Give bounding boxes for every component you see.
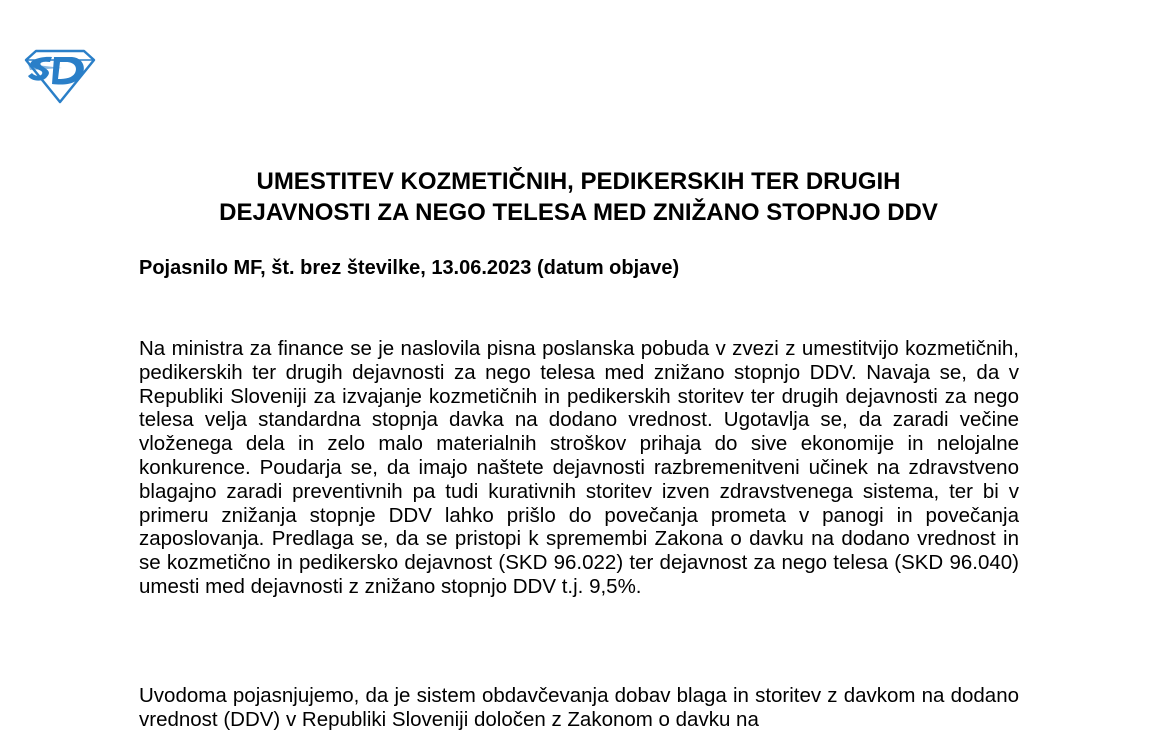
body-paragraph: Uvodoma pojasnjujemo, da je sistem obdavčevanja dobav blaga in storitev z davkom na dodano vrednost (DDV) v Republiki Sloveniji določen z Zakonom o davku na <box>139 684 1019 731</box>
diamond-logo-icon <box>22 48 96 104</box>
title-line-1: UMESTITEV KOZMETIČNIH, PEDIKERSKIH TER DRUGIH <box>256 168 901 195</box>
document-subtitle: Pojasnilo MF, št. brez številke, 13.06.2023 (datum objave) <box>139 257 680 279</box>
title-line-2: DEJAVNOSTI ZA NEGO TELESA MED ZNIŽANO STOPNJO DDV <box>219 199 938 226</box>
document-title <box>100 166 1057 228</box>
body-paragraph: Na ministra za finance se je naslovila pisna poslanska pobuda v zvezi z umestitvijo kozmetičnih, pedikerskih ter drugih dejavnosti za nego telesa med znižano stopnjo DDV. Navaja se, da v Republiki Sloveniji za izvajanje kozmetičnih in pedikerskih storitev ter drugih dejavnosti za nego telesa velja standardna stopnja davka na dodano vrednost. Ugotavlja se, da zaradi večine vloženega dela in zelo malo materialnih stroškov prihaja do sive ekonomije in nelojalne konkurence. Poudarja se, da imajo naštete dejavnosti razbremenitveni učinek na zdravstveno blagajno zaradi preventivnih pa tudi kurativnih storitev izven zdravstvenega sistema, ter bi v primeru znižanja stopnje DDV lahko prišlo do povečanja prometa v panogi in povečanja zaposlovanja. Predlaga se, da se pristopi k spremembi Zakona o davku na dodano vrednost in se kozmetično in pedikersko dejavnost (SKD 96.022) ter dejavnost za nego telesa (SKD 96.040) umesti med dejavnosti z znižano stopnjo DDV t.j. 9,5%. <box>139 337 1019 598</box>
